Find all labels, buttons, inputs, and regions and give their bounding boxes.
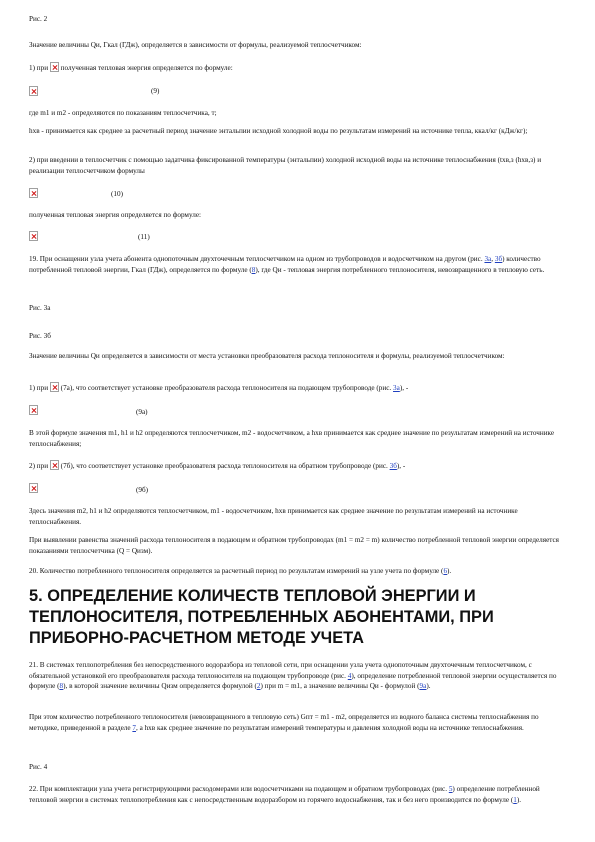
where-9b: Здесь значения m2, h1 и h2 определяются теплосчетчиком, m1 - водосчетчиком, hхв принимается как среднее значение по результатам измерений на источнике теплоснабжения. [29,507,518,526]
broken-image-icon [50,62,59,72]
broken-image-icon [29,188,38,198]
p21-text-b: ), определение потребленной тепловой энергии осуществляется по формуле ( [29,671,557,690]
formula9b-row [29,483,565,495]
formula-number-11: (11) [138,233,150,241]
item2b-end: ), - [396,462,406,470]
broken-image-icon [50,460,59,470]
leak-text-a: При этом количество потребленного теплоносителя (невозвращенного в тепловую сеть) Gпт = m1 - m2, определяется из водного баланса системы теплоснабжения по методике, приведенной в разделе [29,713,539,732]
q-intro-2: Значение величины Qи определяется в зависимости от места установки преобразователя расхода теплоносителя и формулы, реализуемой теплосчетчиком: [29,352,505,360]
item2b-line [29,460,565,472]
formula-number-10: (10) [111,190,123,198]
link-formula-9a[interactable]: 9а [419,682,427,690]
formula9a-row [29,405,565,417]
link-formula-8[interactable]: 8 [251,265,256,274]
item2b-prefix: 2) при [29,462,49,470]
section-5-heading: 5. ОПРЕДЕЛЕНИЕ КОЛИЧЕСТВ ТЕПЛОВОЙ ЭНЕРГИИ И ТЕПЛОНОСИТЕЛЯ, ПОТРЕБЛЕННЫХ АБОНЕНТАМИ, ПРИ ПРИБОРНО-РАСЧЕТНОМ МЕТОДЕ УЧЕТА [29,587,494,647]
link-formula-2[interactable]: 2 [256,682,261,690]
p19-text-b: ) количество потребленной тепловой энергии, Гкал (ГДж), определяется по формуле ( [29,255,541,274]
equality-paragraph: При выявлении равенства значений расхода теплоносителя в подающем и обратном трубопроводах (m1 = m2 = m) количество потребленной тепловой энергии определяется показаниями теплосчетчика (Q = Qизм). [29,536,559,555]
formula9-row [29,86,565,98]
p21-text-c: ), в которой значение величины Qизм определяется формулой ( [63,682,257,690]
item1b-prefix: 1) при [29,384,49,392]
item1-line [29,62,565,74]
link-formula-6[interactable]: 6 [443,567,448,575]
formula-number-9a: (9а) [136,408,148,416]
fig4-caption: Рис. 4 [29,763,48,771]
item1-suffix: полученная тепловая энергия определяется по формуле: [60,64,233,72]
paragraph-19: 19. При оснащении узла учета абонента однопоточным двухточечным теплосчетчиком на одном из трубопроводов и водосчетчиком на другом (рис. 3а, 3б) количество потребленной тепловой энергии, Гкал (ГДж), определяется по формуле (8), где Qи - тепловая энергия потребленного теплоносителя, невозвращенного в тепловую сеть. [29,255,545,274]
q-intro: Значение величины Qи, Гкал (ГДж), определяется в зависимости от формулы, реализуемой теплосчетчиком: [29,41,362,49]
p22-text-b: ) определение потребленной тепловой энергии в системах теплопотребления как с непосредственным водоразбором из горячего водоснабжения, так и без него производится по формуле ( [29,785,540,804]
link-fig-3a-2[interactable]: 3а [393,384,400,392]
formula-number-9b: (9б) [136,486,149,494]
formula11-row [29,231,565,243]
link-fig-3a[interactable]: 3а [484,255,492,263]
leak-text-b: , а hхв как среднее значение по результатам измерений температуры и давления холодной воды на источнике теплоснабжения. [135,723,524,732]
hxv-definition: hхв - принимается как среднее за расчетный период значение энтальпии исходной холодной воды по результатам измерений на источнике тепла, ккал/кг (кДж/кг); [29,127,528,135]
link-fig-3b-2[interactable]: 3б [389,462,397,470]
fig3a-caption: Рис. 3а [29,304,51,312]
p19-text-c: ), где Qи - тепловая энергия потребленного теплоносителя, невозвращенного в тепловую сеть. [255,265,545,274]
link-fig-5[interactable]: 5 [448,785,453,793]
formula10-row [29,188,565,200]
broken-image-icon [29,231,38,241]
link-fig-3b[interactable]: 3б [494,255,503,263]
formula-number-9: (9) [151,87,160,95]
p20-text-b: ). [447,567,452,575]
item1b-end: ), - [399,384,409,392]
item2b-text: (7б), что соответствует установке преобразователя расхода теплоносителя на обратном трубопроводе (рис. [60,462,388,470]
paragraph-22 [29,784,565,805]
p22-text-c: ). [516,795,522,804]
broken-image-icon [50,382,59,392]
paragraph-20 [29,566,565,577]
p22-text-a: 22. При комплектации узла учета регистрирующими расходомерами или водосчетчиками на подающем и обратном трубопроводах (рис. [29,785,448,793]
link-section-7[interactable]: 7 [132,723,136,732]
paragraph-21 [29,660,565,692]
where-9a: В этой формуле значения m1, h1 и h2 определяются теплосчетчиком, m2 - водосчетчиком, а hхв принимается как среднее значение по результатам измерений на источнике теплоснабжения; [29,429,555,448]
item2-text: 2) при введении в теплосчетчик с помощью задатчика фиксированной температуры (энтальпии) холодной исходной воды на источнике теплоснабжения (tхв,з (hхв,з) и реализации теплосчетчиком формулы [29,156,542,175]
broken-image-icon [29,483,38,493]
item1-prefix: 1) при [29,64,49,72]
link-formula-8-2[interactable]: 8 [59,682,64,690]
fig3b-caption: Рис. 3б [29,332,51,340]
item1b-text: (7а), что соответствует установке преобразователя расхода теплоносителя на подающем трубопроводе (рис. [60,384,392,392]
link-fig-4[interactable]: 4 [347,671,352,680]
broken-image-icon [29,405,38,415]
leak-paragraph [29,712,565,733]
p21-text-e: ). [426,682,431,690]
broken-image-icon [29,86,38,96]
obtained-formula: полученная тепловая энергия определяется по формуле: [29,211,202,219]
link-formula-1[interactable]: 1 [513,795,517,804]
p19-text-a: 19. При оснащении узла учета абонента однопоточным двухточечным теплосчетчиком на одном из трубопроводов и водосчетчиком на другом (рис. [29,255,483,263]
fig2-caption: Рис. 2 [29,15,48,23]
p21-text-a: 21. В системах теплопотребления без непосредственного водоразбора из тепловой сети, при оснащении узла учета однопоточным двухточечным теплосчетчиком, с обязательной установкой его преобразователя расхода теплоносителя на подающем трубопроводе (рис. [29,661,532,680]
item1b-line [29,382,565,394]
where-m1-m2: где m1 и m2 - определяются по показаниям теплосчетчика, т; [29,109,217,117]
p21-text-d: ) при m = m1, а значение величины Qи - формулой ( [260,682,420,690]
p20-text-a: 20. Количество потребленного теплоносителя определяется за расчетный период по результатам измерений на узле учета по формуле ( [29,567,444,575]
